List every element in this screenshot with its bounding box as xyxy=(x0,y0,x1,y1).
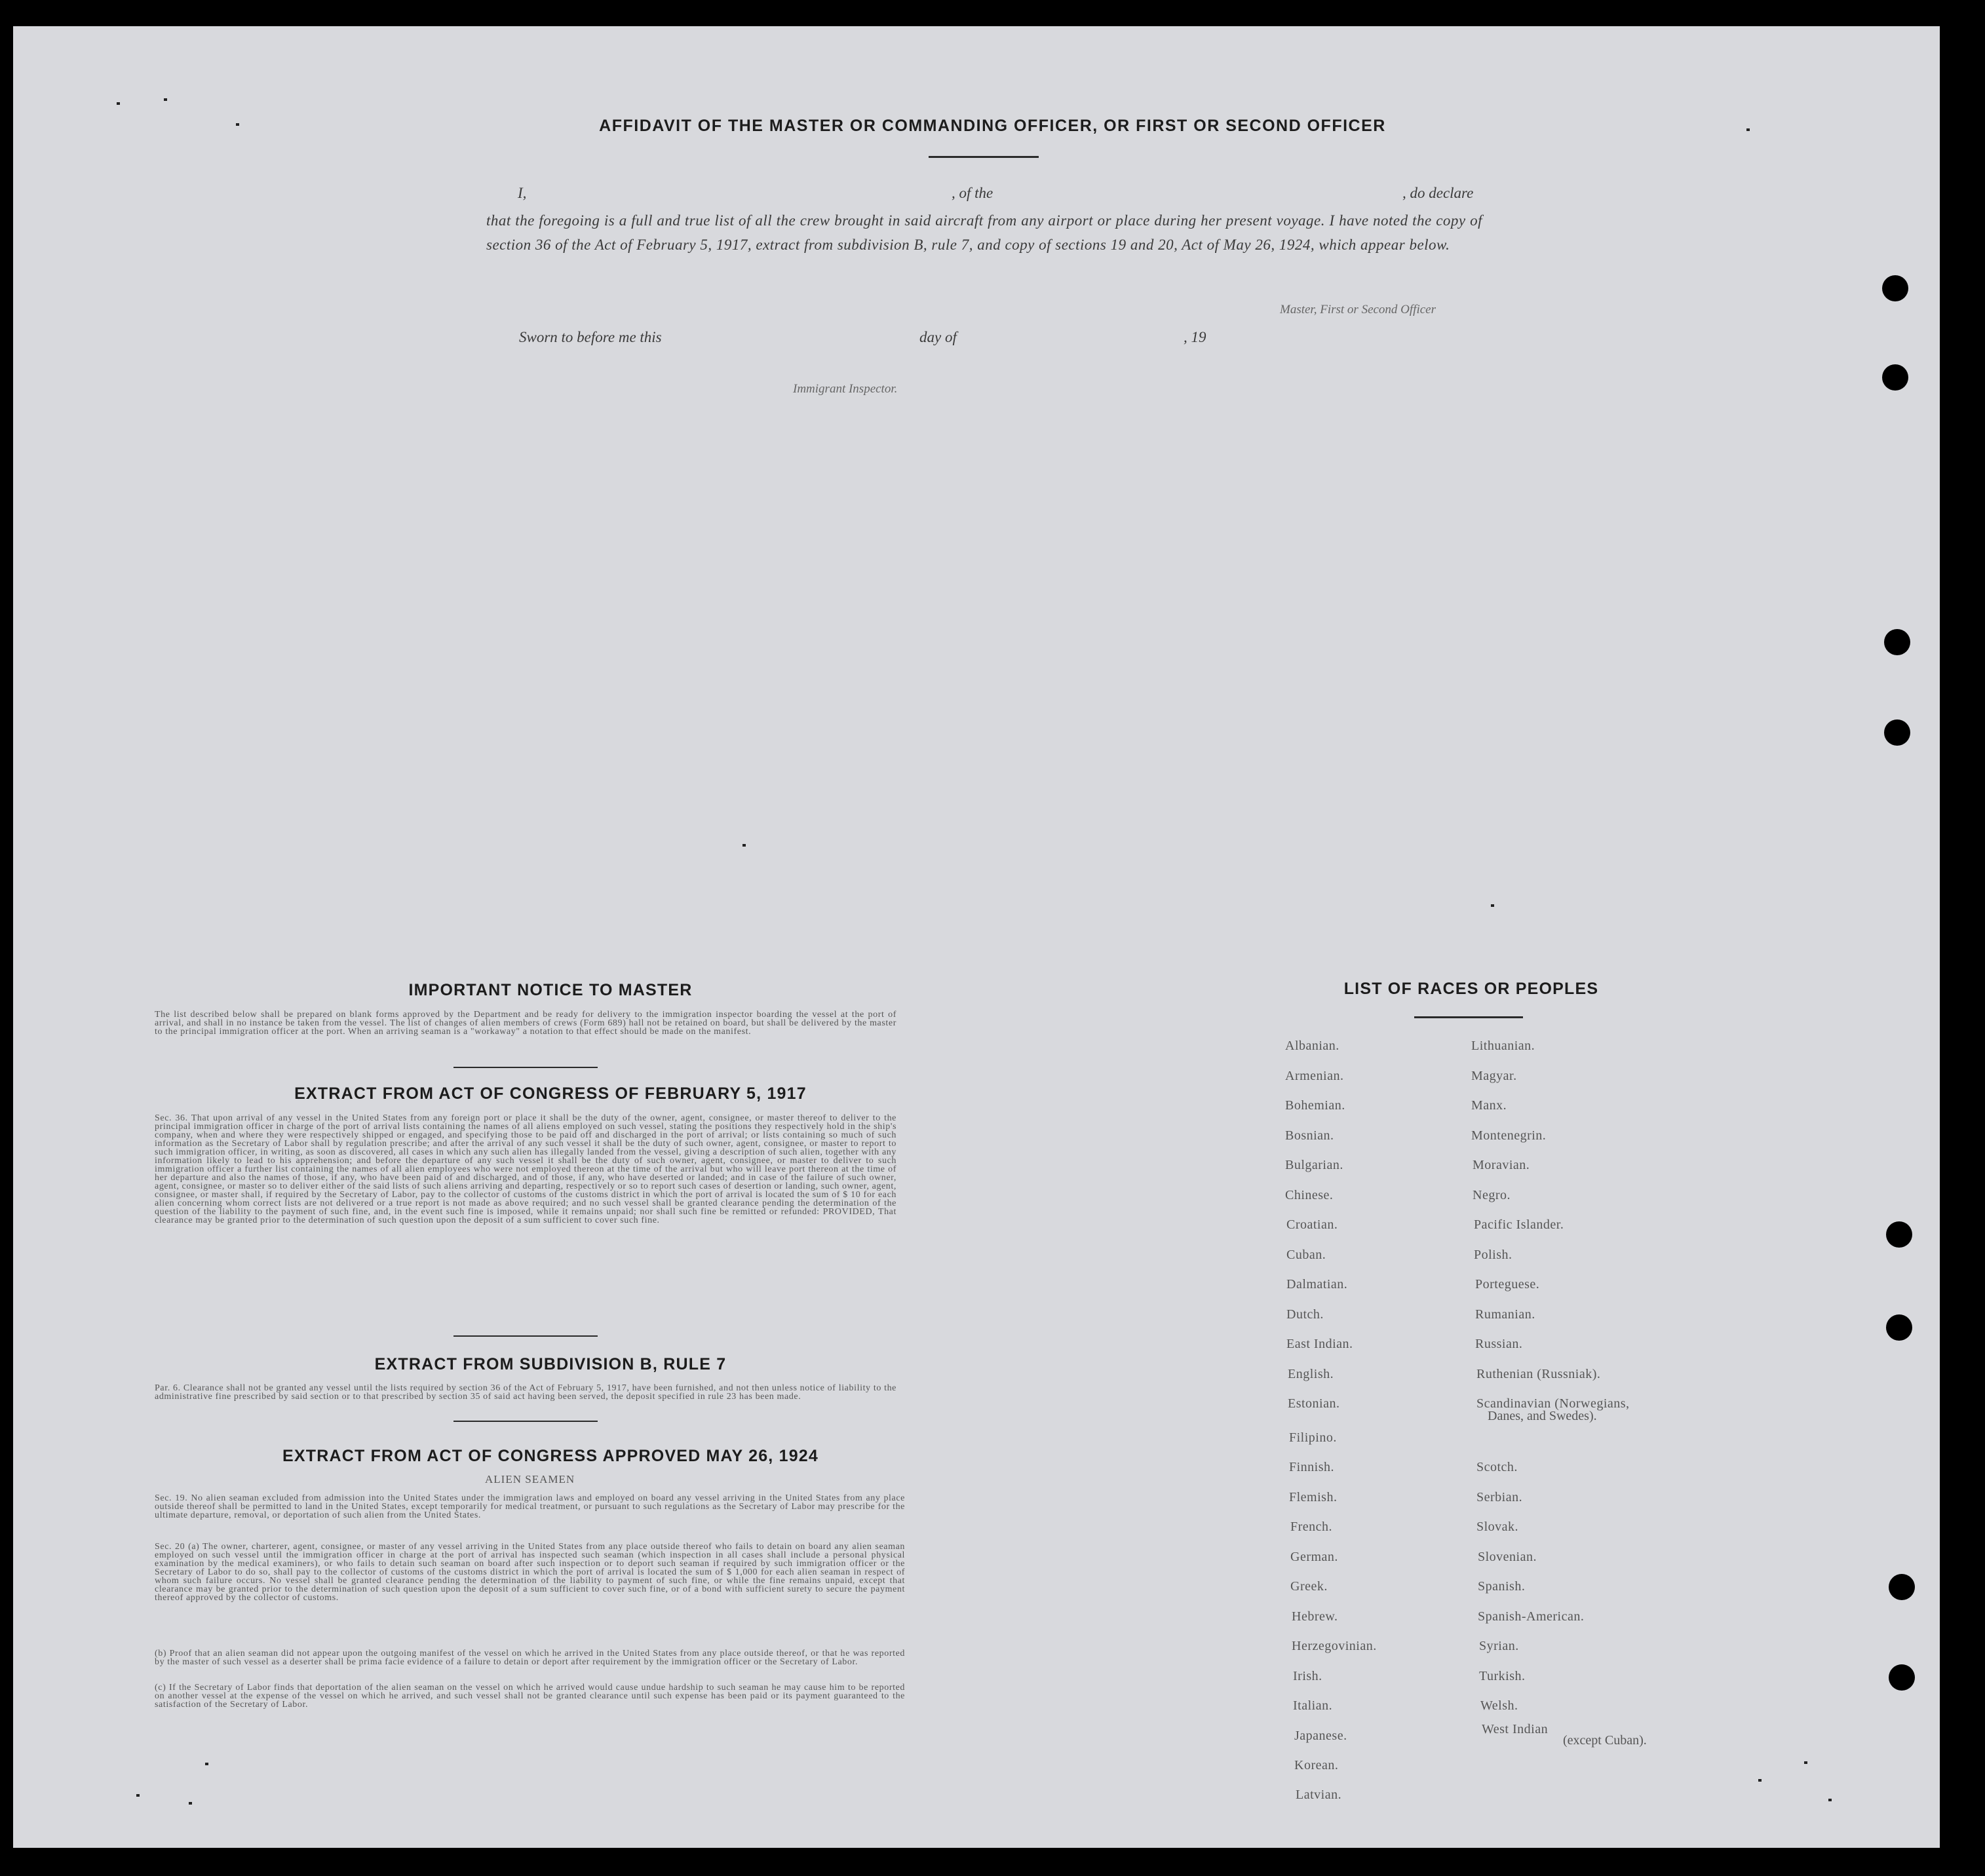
race-right-item: Spanish-American. xyxy=(1478,1609,1585,1624)
race-left-item: Dutch. xyxy=(1286,1307,1324,1322)
race-right-item: West Indian xyxy=(1482,1722,1549,1736)
race-left-item: Bohemian. xyxy=(1285,1098,1345,1113)
race-right-item: Syrian. xyxy=(1479,1639,1519,1653)
race-left-item: Korean. xyxy=(1294,1758,1339,1772)
race-left-item: Chinese. xyxy=(1285,1188,1334,1202)
speck xyxy=(1758,1779,1762,1782)
race-left-item: Herzegovinian. xyxy=(1292,1639,1377,1653)
sworn-text: Sworn to before me this xyxy=(519,329,662,345)
speck xyxy=(1491,904,1494,907)
race-right-item: Serbian. xyxy=(1476,1490,1523,1504)
extract-rule7-rule xyxy=(453,1421,598,1422)
extract-1924-title: EXTRACT FROM ACT OF CONGRESS APPROVED MAY 26, 1924 xyxy=(282,1447,819,1465)
race-left-item: Bosnian. xyxy=(1285,1128,1334,1143)
race-right-item: Pacific Islander. xyxy=(1474,1217,1564,1232)
race-right-item: Russian. xyxy=(1475,1337,1523,1351)
race-right-item: Scotch. xyxy=(1476,1460,1518,1474)
race-left-item: Albanian. xyxy=(1285,1039,1339,1053)
race-left-item: Finnish. xyxy=(1289,1460,1335,1474)
speck xyxy=(136,1794,140,1797)
race-right-item: Rumanian. xyxy=(1475,1307,1535,1322)
races-title-rule xyxy=(1414,1016,1523,1018)
race-right-item: Lithuanian. xyxy=(1471,1039,1535,1053)
punch-hole-6 xyxy=(1886,1314,1912,1341)
race-left-item: Dalmatian. xyxy=(1286,1277,1348,1292)
affidavit-paragraph: that the foregoing is a full and true list of all the crew brought in said aircraft from any airport or place during her present voyage. I have noted the copy of section 36 of the Act of February 5, 1917, extract from subdivision B, rule 7, and copy of sections 19 and 20, Act of May 26, 1924, which appear below. xyxy=(486,212,1482,253)
race-right-item: Porteguese. xyxy=(1475,1277,1540,1292)
race-right-item: Slovenian. xyxy=(1478,1550,1537,1564)
race-right-item: Moravian. xyxy=(1473,1158,1530,1172)
race-right-item: Turkish. xyxy=(1479,1669,1526,1683)
race-left-item: Flemish. xyxy=(1289,1490,1338,1504)
race-right-item: Manx. xyxy=(1471,1098,1507,1113)
race-left-item: Filipino. xyxy=(1289,1430,1337,1445)
extract-rule7-body: Par. 6. Clearance shall not be granted any vessel until the lists required by section 36 of the Act of February 5, 1917, have been furnished, and not then unless notice of liability to the administrative fine prescribed by said section or to that prescribed by section 35 of said act having been served, the deposit specified in rule 23 has been made. xyxy=(155,1383,896,1402)
affidavit-title-rule xyxy=(929,156,1039,158)
race-left-item: Croatian. xyxy=(1286,1217,1338,1232)
race-right-item: Ruthenian (Russniak). xyxy=(1476,1367,1601,1381)
race-left-item: German. xyxy=(1290,1550,1338,1564)
extract-1924-sec20b: (b) Proof that an alien seaman did not appear upon the outgoing manifest of the vessel on which he arrived in the United States from any place outside thereof, or that he was reported by the master of such vessel as a deserter shall be prima facie evidence of a failure to detain or deport after requirement by the immigration officer or the Secretary of Labor. xyxy=(155,1649,905,1667)
race-right-item: Polish. xyxy=(1474,1248,1513,1262)
race-left-item: Hebrew. xyxy=(1292,1609,1338,1624)
extract-1917-rule xyxy=(453,1335,598,1337)
speck xyxy=(742,844,746,847)
race-left-item: Italian. xyxy=(1293,1698,1333,1713)
year-text: , 19 xyxy=(1184,329,1206,345)
punch-hole-2 xyxy=(1882,364,1908,391)
inspector-signature-label: Immigrant Inspector. xyxy=(793,382,898,396)
speck xyxy=(1828,1799,1832,1801)
notice-title: IMPORTANT NOTICE TO MASTER xyxy=(408,981,693,999)
extract-rule7-title: EXTRACT FROM SUBDIVISION B, RULE 7 xyxy=(374,1355,727,1373)
punch-hole-7 xyxy=(1889,1574,1915,1600)
speck xyxy=(189,1802,192,1805)
race-right-item: Scandinavian (Norwegians, xyxy=(1476,1396,1630,1411)
notice-rule xyxy=(453,1067,598,1068)
race-right-item: Magyar. xyxy=(1471,1069,1517,1083)
punch-hole-8 xyxy=(1889,1664,1915,1691)
race-left-item: Estonian. xyxy=(1288,1396,1340,1411)
master-signature-label: Master, First or Second Officer xyxy=(1280,303,1436,316)
race-left-item: Cuban. xyxy=(1286,1248,1326,1262)
affidavit-line-i: I, xyxy=(518,185,527,201)
race-right-item: Spanish. xyxy=(1478,1579,1526,1594)
extract-1917-body: Sec. 36. That upon arrival of any vessel in the United States from any foreign port or place it shall be the duty of the owner, agent, consignee, or master thereof to deliver to the principal immigration officer in charge of the port of arrival lists containing the names of all aliens employed on such vessel, stating the positions they respectively hold in the ship's company, when and where they were respectively shipped or engaged, and specifying those to be paid off and discharged in the port of arrival; or lists containing so much of such information as the Secretary of Labor shall by regulation prescribe; and after the arrival of any such vessel it shall be the duty of such owner, agent, consignee, or master to report to such immigration officer, in writing, as soon as discovered, all cases in which any such alien has illegally landed from the vessel, giving a description of such alien, together with any information likely to lead to his apprehension; and before the departure of any such vessel it shall be the duty of such owner, agent, consignee, or master to deliver to such immigration officer a further list containing the names of all alien employees who were not employed thereon at the time of the arrival but who will leave port thereon at the time of her departure and also the names of those, if any, who have been paid of and discharged, and of those, if any, who have deserted or landed; and in case of the failure of such owner, agent, consignee, or master so to deliver either of the said lists of such aliens arriving and departing, respectively or so to report such cases of desertion or landing, such owner, agent, consignee, or master shall, if required by the Secretary of Labor, pay to the collector of customs of the customs district in which the port of arrival is located the sum of $ 10 for each alien concerning whom correct lists are not delivered or a true report is not made as above required; and no such vessel shall be granted clearance pending the determination of the question of the liability to the payment of such fine, and, in the event such fine is imposed, while it remains unpaid; nor shall such fine be remitted or refunded: PROVIDED, That clearance may be granted prior to the determination of such question upon the deposit of a sum sufficient to cover such fine. xyxy=(155,1113,896,1225)
extract-1917-title: EXTRACT FROM ACT OF CONGRESS OF FEBRUARY 5, 1917 xyxy=(294,1084,807,1103)
affidavit-line-of-the: , of the xyxy=(952,185,993,201)
punch-hole-5 xyxy=(1886,1221,1912,1248)
race-left-item: English. xyxy=(1288,1367,1334,1381)
notice-body: The list described below shall be prepared on blank forms approved by the Department and be ready for delivery to the immigration inspector boarding the vessel at the port of arrival, and shall in no instance be taken from the vessel. The list of changes of alien members of crews (Form 689) hall not be retained on board, but shall be delivered by the master to the principal immigration officer at the port. When an arriving seaman is a "workaway" a notation to that effect should be made on the manifest. xyxy=(155,1010,896,1037)
race-left-item: Latvian. xyxy=(1296,1788,1342,1802)
race-right-item: Montenegrin. xyxy=(1471,1128,1547,1143)
extract-1924-sec20a: Sec. 20 (a) The owner, charterer, agent, consignee, or master of any vessel arriving in the United States from any place outside thereof who fails to detain on board any alien seaman employed on such vessel until the immigration officer in charge at the port of arrival has inspected such seaman (which inspection in all cases shall include a personal physical examination by the medical examiners), or who fails to detain such seaman on board after such inspection or to deport such seaman if required by such immigration officer or the Secretary of Labor to do so, shall pay to the collector of customs of the customs district in which the port of arrival is located the sum of $ 1,000 for each alien seaman in respect of whom such failure occurs. No vessel shall be granted clearance pending the determination of the liability to payment of such fine, or while the fine remains unpaid, except that clearance may be granted prior to the determination of such question upon the deposit of a sum sufficient to cover such fine, or of a bond with sufficient surety to secure the payment thereof approved by the collector of customs. xyxy=(155,1542,905,1603)
race-scandinavian-cont: Danes, and Swedes). xyxy=(1488,1409,1597,1423)
race-right-item: Welsh. xyxy=(1480,1698,1518,1713)
punch-hole-1 xyxy=(1882,275,1908,301)
extract-1924-sec19: Sec. 19. No alien seaman excluded from admission into the United States under the immigration laws and employed on board any vessel arriving in the United States from any place outside thereof shall be permitted to land in the United States, except temporarily for medical treatment, or pursuant to such regulations as the Secretary of Labor may prescribe for the ultimate departure, removal, or deportation of such alien from the United States. xyxy=(155,1493,905,1520)
race-left-item: Japanese. xyxy=(1294,1729,1347,1743)
races-title: LIST OF RACES OR PEOPLES xyxy=(1343,980,1599,998)
affidavit-title: AFFIDAVIT OF THE MASTER OR COMMANDING OFFICER, OR FIRST OR SECOND OFFICER xyxy=(599,117,1386,135)
race-left-item: French. xyxy=(1290,1520,1333,1534)
race-right-item: Negro. xyxy=(1473,1188,1511,1202)
speck xyxy=(205,1763,208,1765)
race-left-item: Greek. xyxy=(1290,1579,1328,1594)
affidavit-line-declare: , do declare xyxy=(1402,185,1474,201)
speck xyxy=(117,102,120,105)
race-left-item: Bulgarian. xyxy=(1285,1158,1343,1172)
race-right-item: Slovak. xyxy=(1476,1520,1519,1534)
punch-hole-4 xyxy=(1884,719,1910,746)
race-west-indian-cont: (except Cuban). xyxy=(1563,1733,1647,1748)
extract-1924-sec20c: (c) If the Secretary of Labor finds that deportation of the alien seaman on the vessel on which he arrived would cause undue hardship to such seaman he may cause him to be reported on another vessel at the expense of the vessel on which he arrived, and such vessel shall not be granted clearance until such expense has been paid or its payment guaranteed to the satisfaction of the Secretary of Labor. xyxy=(155,1683,905,1710)
speck xyxy=(1804,1761,1807,1764)
speck xyxy=(164,98,167,101)
race-left-item: Armenian. xyxy=(1285,1069,1344,1083)
race-left-item: East Indian. xyxy=(1286,1337,1353,1351)
punch-hole-3 xyxy=(1884,629,1910,655)
race-left-item: Irish. xyxy=(1293,1669,1322,1683)
alien-seamen-subtitle: ALIEN SEAMEN xyxy=(485,1473,575,1485)
day-of-text: day of xyxy=(919,329,957,345)
